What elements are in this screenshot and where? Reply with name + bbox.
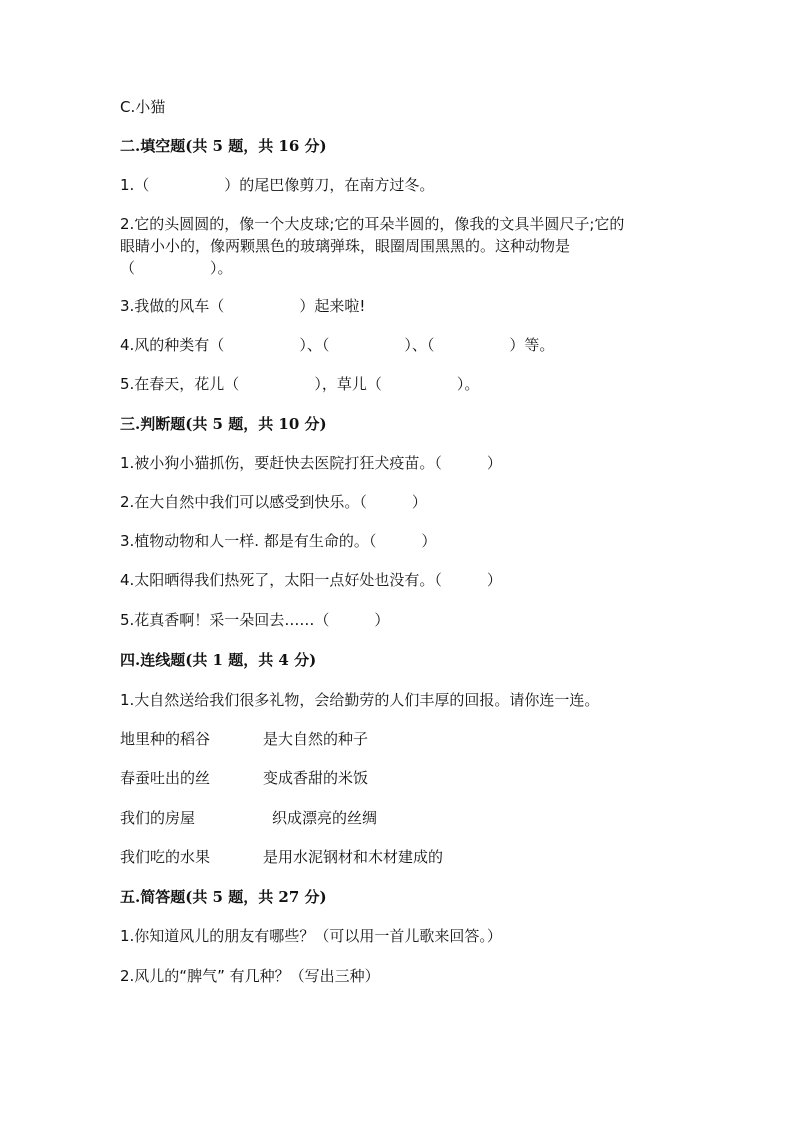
- question-judge-1: 1.被小狗小猫抓伤，要赶快去医院打狂犬疫苗。（ ）: [120, 454, 502, 472]
- question-fill-3: 3.我做的风车（ ）起来啦!: [120, 297, 366, 315]
- question-fill-2-line3: （ ）。: [120, 259, 233, 277]
- question-fill-2-line2: 眼睛小小的，像两颗黑色的玻璃弹珠，眼圈周围黑黑的。这种动物是: [120, 237, 571, 255]
- question-match-1: 1.大自然送给我们很多礼物，会给勤劳的人们丰厚的回报。请你连一连。: [120, 691, 600, 709]
- question-short-1: 1.你知道风儿的朋友有哪些？（可以用一首儿歌来回答。）: [120, 927, 502, 945]
- question-fill-5: 5.在春天，花儿（ ），草儿（ ）。: [120, 375, 480, 393]
- question-judge-3: 3.植物动物和人一样. 都是有生命的。（ ）: [120, 532, 437, 550]
- question-judge-4: 4.太阳晒得我们热死了，太阳一点好处也没有。（ ）: [120, 571, 502, 589]
- match-left-item: 我们的房屋: [120, 809, 196, 827]
- question-fill-4: 4.风的种类有（ ）、（ ）、（ ）等。: [120, 336, 555, 354]
- match-left-item: 我们吃的水果: [120, 848, 211, 866]
- question-judge-2: 2.在大自然中我们可以感受到快乐。（ ）: [120, 493, 427, 511]
- section-heading-match: 四.连线题(共 1 题，共 4 分): [120, 651, 317, 669]
- match-left-item: 地里种的稻谷: [120, 730, 211, 748]
- question-fill-1: 1.（ ）的尾巴像剪刀，在南方过冬。: [120, 176, 435, 194]
- section-heading-fill-blank: 二.填空题(共 5 题，共 16 分): [120, 137, 327, 155]
- option-c: C.小猫: [120, 98, 166, 116]
- match-left-item: 春蚕吐出的丝: [120, 769, 211, 787]
- match-right-item: 是用水泥钢材和木材建成的: [263, 848, 444, 866]
- question-fill-2-line1: 2.它的头圆圆的，像一个大皮球;它的耳朵半圆的，像我的文具半圆尺子;它的: [120, 215, 625, 233]
- match-right-item: 变成香甜的米饭: [263, 769, 369, 787]
- match-right-item: 是大自然的种子: [263, 730, 369, 748]
- section-heading-judge: 三.判断题(共 5 题，共 10 分): [120, 415, 327, 433]
- question-judge-5: 5.花真香啊！采一朵回去……（ ）: [120, 611, 390, 629]
- question-short-2: 2.风儿的“脾气” 有几种？（写出三种）: [120, 967, 380, 985]
- match-right-item: 织成漂亮的丝绸: [272, 809, 378, 827]
- section-heading-short-answer: 五.简答题(共 5 题，共 27 分): [120, 888, 327, 906]
